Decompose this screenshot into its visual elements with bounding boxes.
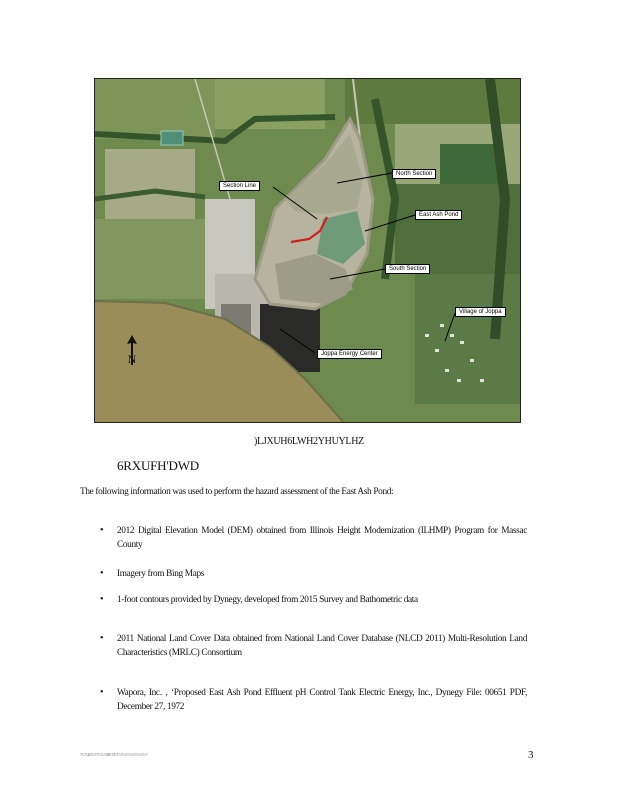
list-item [100, 567, 527, 581]
label-energy-center: Joppa Energy Center [317, 349, 382, 359]
list-item-text: 2012 Digital Elevation Model (DEM) obtained from Illinois Height Modernization (ILHMP) Program for Massac County [117, 526, 527, 550]
label-section-line: Section Line [219, 181, 260, 191]
bullet-icon: • [100, 568, 104, 579]
list-item-text: Wapora, Inc. ‚ ‘Proposed East Ash Pond Effluent pH Control Tank Electric Energy, Inc., Dynegy File: 00651 PDF, December 27, 1972 [117, 688, 527, 712]
bullet-icon: • [100, 633, 104, 644]
list-item-text: 2011 National Land Cover Data obtained from National Land Cover Database (NLCD 2011) Multi-Resolution Land Characteristics (MRLC) Consortium [117, 634, 527, 658]
label-north-section: North Section [392, 169, 436, 179]
section-heading: 6RXUFH'DWD [117, 458, 199, 473]
list-item [100, 632, 527, 660]
bullet-icon: • [100, 687, 104, 698]
list-item [100, 686, 527, 714]
list-item-text: 1-foot contours provided by Dynegy, developed from 2015 Survey and Bathometric data [117, 595, 418, 605]
page-footer: ?\\?\20\\\\?\\\\\?20\?2\?\\?\\\\\\\\\\\\\\\\\\\\? [80, 752, 148, 757]
label-east-ash-pond: East Ash Pond [415, 210, 462, 220]
list-item-text: Imagery from Bing Maps [117, 569, 205, 579]
label-south-section: South Section [385, 264, 430, 274]
north-label: N [127, 352, 137, 366]
bullet-icon: • [100, 525, 104, 536]
bullet-icon: • [100, 594, 104, 605]
north-arrow-icon [124, 335, 140, 371]
list-item [100, 593, 527, 607]
figure-caption: )LJXUH6LWH2YHUYLHZ [254, 436, 364, 447]
intro-paragraph: The following information was used to perform the hazard assessment of the East Ash Pond: [80, 487, 394, 497]
aerial-photo [95, 79, 521, 423]
page-number: 3 [528, 749, 534, 761]
aerial-site-figure [94, 78, 521, 423]
list-item [100, 524, 527, 552]
label-village: Village of Joppa [455, 307, 506, 317]
